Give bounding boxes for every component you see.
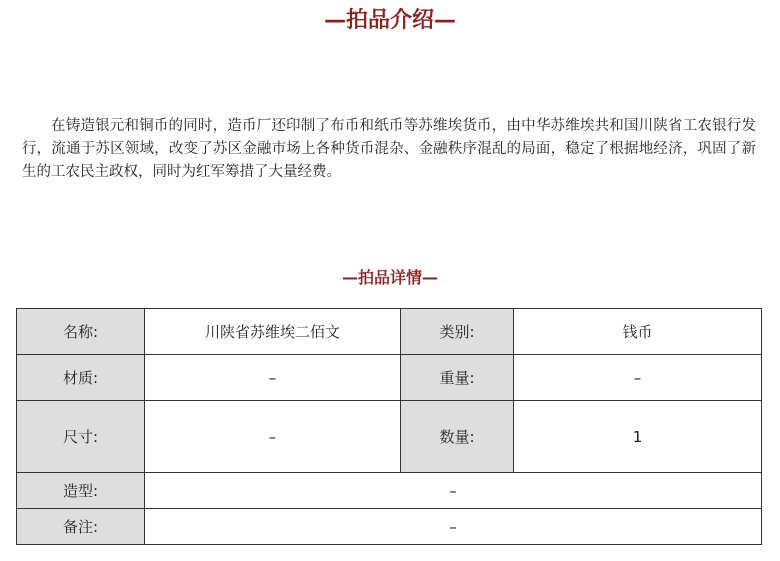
material-value: –: [145, 355, 401, 401]
table-row-shape: [17, 473, 762, 509]
weight-value: –: [514, 355, 762, 401]
table-row-name: [17, 309, 762, 355]
details-table: [16, 308, 762, 545]
material-label: 材质:: [17, 355, 145, 401]
name-value: 川陕省苏维埃二佰文: [145, 309, 401, 355]
weight-label: 重量:: [401, 355, 514, 401]
size-label: 尺寸:: [17, 401, 145, 473]
intro-paragraph: 在铸造银元和铜币的同时，造币厂还印制了布币和纸币等苏维埃货币，由中华苏维埃共和国川陕省工农银行发行，流通于苏区领域，改变了苏区金融市场上各种货币混杂、金融秩序混乱的局面，稳定了根据地经济，巩固了新生的工农民主政权，同时为红军筹措了大量经费。: [22, 118, 756, 180]
intro-section-title: —拍品介绍—: [323, 8, 456, 33]
quantity-value: 1: [514, 401, 762, 473]
quantity-label: 数量:: [401, 401, 514, 473]
remark-value: –: [145, 509, 762, 545]
size-value: –: [145, 401, 401, 473]
table-row-remark: [17, 509, 762, 545]
table-row-size: [17, 401, 762, 473]
shape-label: 造型:: [17, 473, 145, 509]
shape-value: –: [145, 473, 762, 509]
category-label: 类别:: [401, 309, 514, 355]
table-row-material: [17, 355, 762, 401]
name-label: 名称:: [17, 309, 145, 355]
details-section-title: —拍品详情—: [341, 268, 438, 287]
category-value: 钱币: [514, 309, 762, 355]
remark-label: 备注:: [17, 509, 145, 545]
